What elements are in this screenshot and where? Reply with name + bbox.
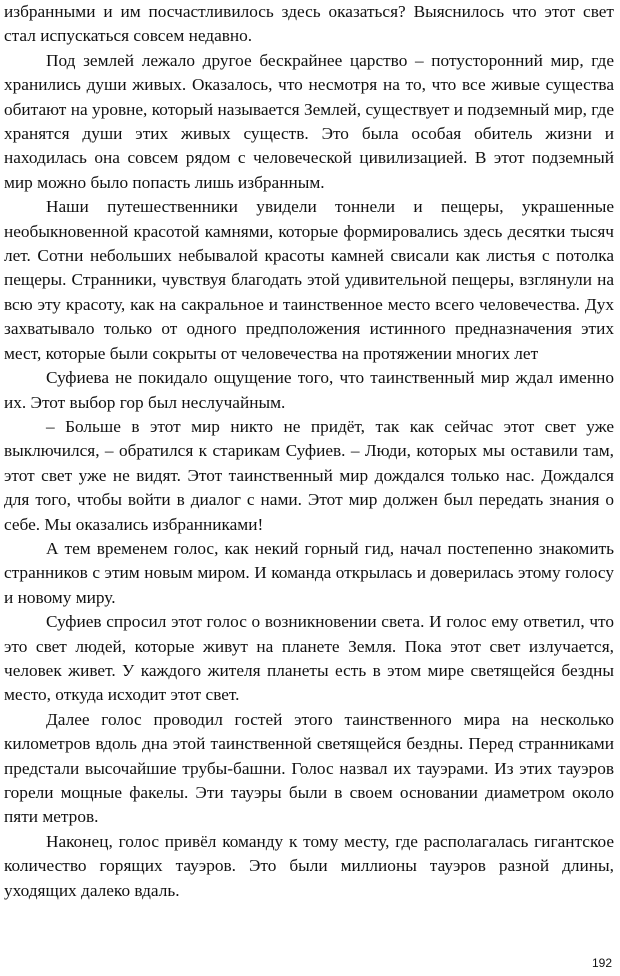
paragraph: избранными и им посчастливилось здесь оказаться? Выяснилось что этот свет стал испускаться совсем недавно. (4, 2, 614, 46)
paragraph: Суфиева не покидало ощущение того, что таинственный мир ждал именно их. Этот выбор гор был неслучайным. (4, 368, 614, 412)
paragraph: Суфиев спросил этот голос о возникновении света. И голос ему ответил, что это свет людей, которые живут на планете Земля. Пока этот свет излучается, человек живет. У каждого жителя планеты есть в этом мире светящейся бездны место, откуда исходит этот свет. (4, 612, 614, 705)
paragraph: Под землей лежало другое бескрайнее царство – потусторонний мир, где хранились души живых. Оказалось, что несмотря на то, что все живые существа обитают на уровне, который называется Землей, существует и подземный мир, где хранятся души этих живых существ. Это была особая обитель жизни и находилась она совсем рядом с человеческой цивилизацией. В этот подземный мир можно было попасть лишь избранным. (4, 50, 614, 192)
paragraph: – Больше в этот мир никто не придёт, так как сейчас этот свет уже выключился, – обратился к старикам Суфиев. – Люди, которых мы оставили там, этот свет уже не видят. Этот таинственный мир дождался только нас. Дождался для того, чтобы войти в диалог с нами. Этот мир должен был передать знания о себе. Мы оказались избранниками! (4, 416, 614, 534)
paragraph: Наши путешественники увидели тоннели и пещеры, украшенные необыкновенной красотой камнями, которые формировались здесь десятки тысяч лет. Сотни небольших небывалой красоты камней свисали как листья с потолка пещеры. Странники, чувствуя благодать этой удивительной пещеры, взглянули на всю эту красоту, как на сакральное и таинственное место всего человечества. Дух захватывало только от одного предположения истинного предназначения этих мест, которые были сокрыты от человечества на протяжении многих лет (4, 197, 614, 363)
text-body (4, 0, 614, 903)
paragraph: Наконец, голос привёл команду к тому месту, где располагалась гигантское количество горящих тауэров. Это были миллионы тауэров разной длины, уходящих далеко вдаль. (4, 831, 614, 900)
page-number: 192 (591, 956, 612, 970)
paragraph: Далее голос проводил гостей этого таинственного мира на несколько километров вдоль дна этой таинственной светящейся бездны. Перед странниками предстали высочайшие трубы-башни. Голос назвал их тауэрами. Из этих тауэров горели мощные факелы. Эти тауэры были в своем основании диаметром около пяти метров. (4, 709, 614, 827)
paragraph: А тем временем голос, как некий горный гид, начал постепенно знакомить странников с этим новым миром. И команда открылась и доверилась этому голосу и новому миру. (4, 538, 614, 607)
